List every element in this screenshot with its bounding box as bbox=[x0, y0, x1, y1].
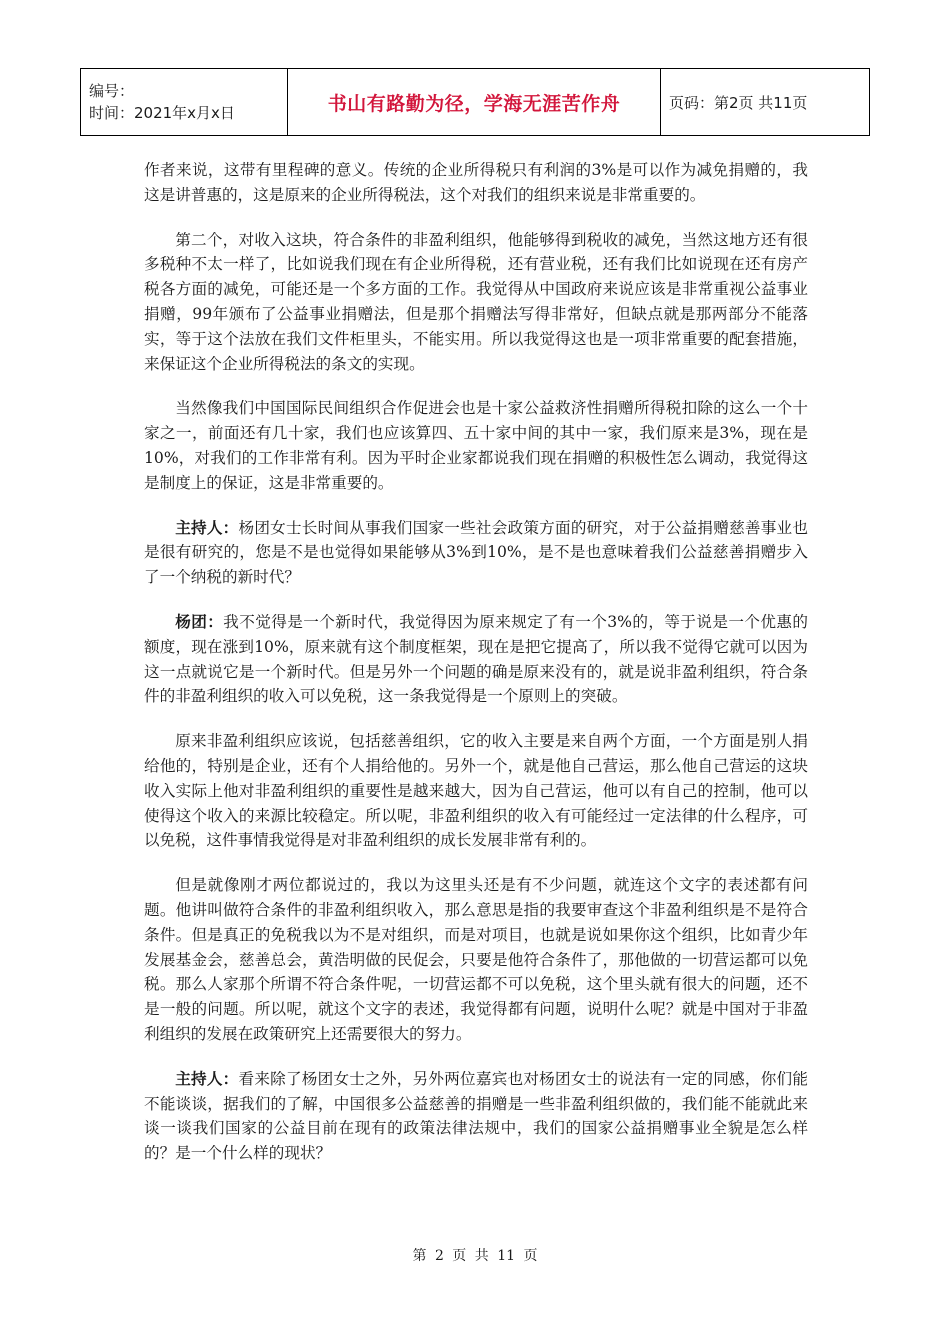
paragraph-text: 当然像我们中国国际民间组织合作促进会也是十家公益救济性捐赠所得税扣除的这么一个十家之一，前面还有几十家，我们也应该算四、五十家中间的其中一家，我们原来是3%，现在是10%，对我们的工作非常有利。因为平时企业家都说我们现在捐赠的积极性怎么调动，我觉得这是制度上的保证，这是非常重要的。 bbox=[144, 399, 808, 492]
paragraph bbox=[144, 1067, 808, 1166]
paragraph bbox=[144, 516, 808, 590]
paragraph bbox=[144, 158, 808, 208]
paragraph-text: 原来非盈利组织应该说，包括慈善组织，它的收入主要是来自两个方面，一个方面是别人捐给他的，特别是企业，还有个人捐给他的。另外一个，就是他自己营运，那么他自己营运的这块收入实际上他对非盈利组织的重要性是越来越大，因为自己营运，他可以有自己的控制，他可以使得这个收入的来源比较稳定。所以呢，非盈利组织的收入有可能经过一定法律的什么程序，可以免税，这件事情我觉得是对非盈利组织的成长发展非常有利的。 bbox=[144, 732, 808, 850]
speaker-label: 杨团： bbox=[175, 612, 224, 631]
paragraph-text: 但是就像刚才两位都说过的，我以为这里头还是有不少问题，就连这个文字的表述都有问题。他讲叫做符合条件的非盈利组织收入，那么意思是指的我要审查这个非盈利组织是不是符合条件。但是真正的免税我以为不是对组织，而是对项目，也就是说如果你这个组织，比如青少年发展基金会，慈善总会，黄浩明做的民促会，只要是他符合条件了，那他做的一切营运都可以免税。那么人家那个所谓不符合条件呢，一切营运都不可以免税，这个里头就有很大的问题，还不是一般的问题。所以呢，就这个文字的表述，我觉得都有问题，说明什么呢？就是中国对于非盈利组织的发展在政策研究上还需要很大的努力。 bbox=[144, 876, 808, 1043]
paragraph-text: 杨团女士长时间从事我们国家一些社会政策方面的研究，对于公益捐赠慈善事业也是很有研究的，您是不是也觉得如果能够从3%到10%，是不是也意味着我们公益慈善捐赠步入了一个纳税的新时代？ bbox=[144, 518, 808, 587]
paragraph-text: 我不觉得是一个新时代，我觉得因为原来规定了有一个3%的，等于说是一个优惠的额度，现在涨到10%，原来就有这个制度框架，现在是把它提高了，所以我不觉得它就可以因为这一点就说它是一个新时代。但是另外一个问题的确是原来没有的，就是说非盈利组织，符合条件的非盈利组织的收入可以免税，这一条我觉得是一个原则上的突破。 bbox=[144, 612, 808, 706]
speaker-label: 主持人： bbox=[175, 1069, 239, 1088]
header-table bbox=[80, 68, 870, 136]
paragraph-text: 作者来说，这带有里程碑的意义。传统的企业所得税只有利润的3%是可以作为减免捐赠的，我这是讲普惠的，这是原来的企业所得税法，这个对我们的组织来说是非常重要的。 bbox=[144, 161, 808, 204]
document-body bbox=[144, 158, 808, 1186]
paragraph bbox=[144, 228, 808, 377]
header-page-number: 页码：第2页 共11页 bbox=[661, 69, 870, 136]
paragraph bbox=[144, 729, 808, 853]
header-meta-cell bbox=[81, 69, 288, 136]
footer-page-number: 第 2 页 共 11 页 bbox=[412, 1248, 538, 1264]
document-number-label: 编号： bbox=[89, 82, 135, 100]
paragraph bbox=[144, 873, 808, 1047]
paragraph bbox=[144, 610, 808, 709]
paragraph bbox=[144, 396, 808, 495]
paragraph-text: 第二个，对收入这块，符合条件的非盈利组织，他能够得到税收的减免，当然这地方还有很多税种不太一样了，比如说我们现在有企业所得税，还有营业税，还有我们比如说现在还有房产税各方面的减免，可能还是一个多方面的工作。我觉得从中国政府来说应该是非常重视公益事业捐赠，99年颁布了公益事业捐赠法，但是那个捐赠法写得非常好，但缺点就是那两部分不能落实，等于这个法放在我们文件柜里头，不能实用。所以我觉得这也是一项非常重要的配套措施，来保证这个企业所得税法的条文的实现。 bbox=[144, 230, 808, 373]
document-date-label: 时间：2021年x月x日 bbox=[89, 104, 235, 122]
paragraph-text: 看来除了杨团女士之外，另外两位嘉宾也对杨团女士的说法有一定的同感，你们能不能谈谈，据我们的了解，中国很多公益慈善的捐赠是一些非盈利组织做的，我们能不能就此来谈一谈我们国家的公益目前在现有的政策法律法规中，我们的国家公益捐赠事业全貌是怎么样的？是一个什么样的现状？ bbox=[144, 1069, 808, 1163]
speaker-label: 主持人： bbox=[175, 518, 239, 537]
header-motto: 书山有路勤为径，学海无涯苦作舟 bbox=[288, 69, 661, 136]
